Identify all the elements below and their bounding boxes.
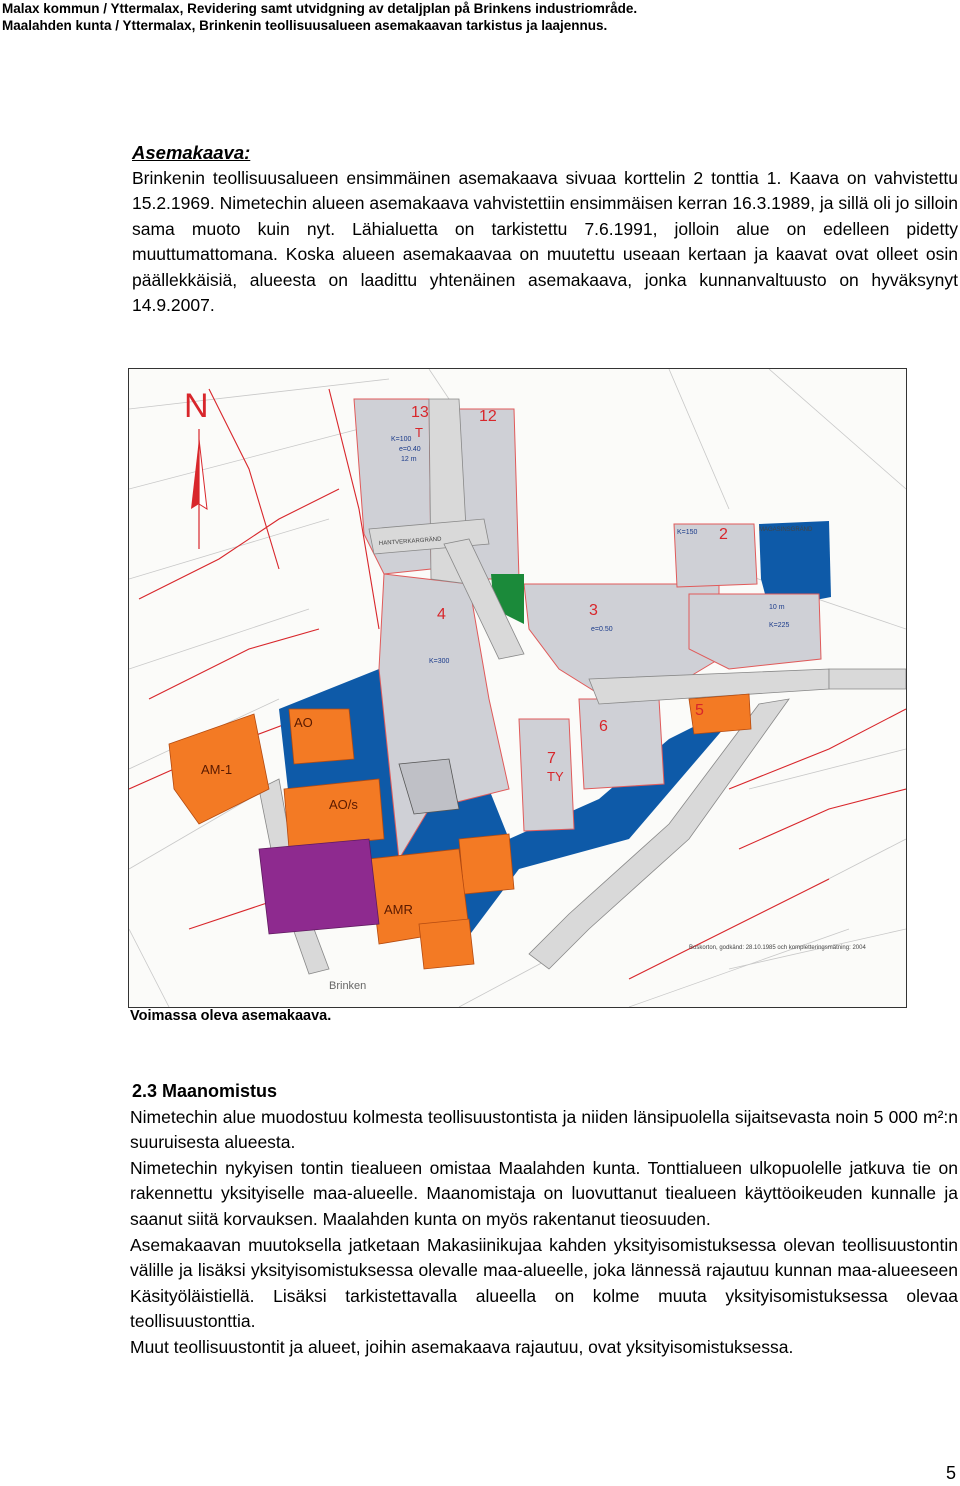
block-label-6: 6: [599, 718, 608, 735]
block-label-13: 13: [411, 404, 429, 421]
block-label-5: 5: [695, 702, 704, 719]
maanomistus-title: 2.3 Maanomistus: [132, 1081, 278, 1101]
header-line-swedish: Malax kommun / Yttermalax, Revidering samt utvidgning av detaljplan på Brinkens industriområde.: [2, 1, 638, 16]
area-label-12m: 12 m: [401, 456, 417, 463]
area-label-k150: K=150: [677, 529, 698, 536]
area-label-e040: e=0.40: [399, 446, 421, 453]
block-label-2: 2: [719, 526, 728, 543]
zoning-map-drawing: [129, 369, 906, 1007]
maanomistus-section: [130, 1079, 958, 1361]
maanomistus-paragraph-2: Nimetechin nykyisen tontin tiealueen omistaa Maalahden kunta. Tonttialueen ulkopuolelle jatkuva tie on rakennettu yksityiselle maa-alueelle. Maanomistaja on luovuttanut tiealueen käyttöoikeuden kunnalle ja saanut siitä korvauksen. Maalahden kunta on myös rakentanut tieosuuden.: [130, 1157, 958, 1229]
map-footer-note: Boskorton, godkänd: 28.10.1985 och kompletteringsmätning: 2004: [689, 945, 866, 951]
page-header: [2, 0, 637, 34]
area-label-e050: e=0.50: [591, 626, 613, 633]
zone-label-ao-s: AO/s: [329, 797, 358, 812]
north-label: N: [184, 387, 209, 425]
block-label-4: 4: [437, 606, 446, 623]
purple-area: [259, 839, 379, 934]
zone-label-ao: AO: [294, 715, 313, 730]
asemakaava-section: [132, 140, 958, 319]
maanomistus-paragraph-3: Asemakaavan muutoksella jatketaan Makasiinikujaa kahden yksityisomistuksessa olevan teollisuustontin välille ja lisäksi yksityisomistuksessa olevalle maa-alueelle, joka lännessä rajautuu kunnan maa-alueeseen Käsityöläistiellä. Lisäksi tarkistettavalla alueella on kolme muuta yksityisomistuksessa olevaa teollisuustonttia.: [130, 1234, 958, 1332]
block-label-7: 7: [547, 750, 556, 767]
maanomistus-paragraph-1: Nimetechin alue muodostuu kolmesta teollisuustontista ja niiden länsipuolella sijaitsevasta noin 5 000 m²:n suuruisesta alueesta.: [130, 1106, 958, 1153]
block-label-3: 3: [589, 602, 598, 619]
header-line-finnish: Maalahden kunta / Yttermalax, Brinkenin teollisuusalueen asemakaavan tarkistus ja laajennus.: [2, 18, 608, 33]
area-label-k300: K=300: [429, 658, 450, 665]
block-6: [579, 699, 664, 789]
zone-label-t: T: [415, 425, 423, 440]
maanomistus-paragraph-4: Muut teollisuustontit ja alueet, joihin asemakaava rajautuu, ovat yksityisomistuksessa.: [130, 1336, 794, 1357]
north-arrow-right-icon: [199, 439, 207, 509]
street-label-hantverkargrand: HANTVERKARGRÄND: [378, 536, 442, 547]
asemakaava-title: Asemakaava:: [132, 142, 251, 163]
street-label-magasinsgrand: MAGASINSGRÄND: [759, 527, 813, 533]
block-2-east: [689, 594, 821, 669]
block-label-12: 12: [479, 408, 497, 425]
zoning-map: [128, 368, 907, 1008]
zone-label-amr: AMR: [384, 902, 413, 917]
north-arrow: [184, 387, 209, 549]
asemakaava-body: Brinkenin teollisuusalueen ensimmäinen asemakaava sivuaa korttelin 2 tonttia 1. Kaava on vahvistettu 15.2.1969. Nimetechin alueen asemakaava vahvistettiin ensimmäisen kerran 16.3.1989, ja sillä oli jo silloin sama muoto kuin nyt. Lähialuetta on tarkistettu 7.6.1991, jolloin alue on edelleen pidetty muuttumattomana. Koska alueen asemakaavaa on muutettu useaan kertaan ja kaavat ovat olleet osin päällekkäisiä, alueesta on laadittu yhtenäinen asemakaava, jonka kunnanvaltuusto on hyväksynyt 14.9.2007.: [132, 167, 958, 315]
page-number: 5: [945, 1463, 956, 1483]
zone-label-am1: AM-1: [201, 762, 233, 777]
zone-label-ty: TY: [547, 769, 564, 784]
place-label-brinken: Brinken: [329, 980, 367, 992]
north-arrow-left-icon: [191, 439, 199, 509]
area-label-k225: K=225: [769, 622, 790, 629]
area-label-10m: 10 m: [769, 604, 785, 611]
area-label-k100: K=100: [391, 436, 412, 443]
map-caption: Voimassa oleva asemakaava.: [130, 1008, 332, 1024]
